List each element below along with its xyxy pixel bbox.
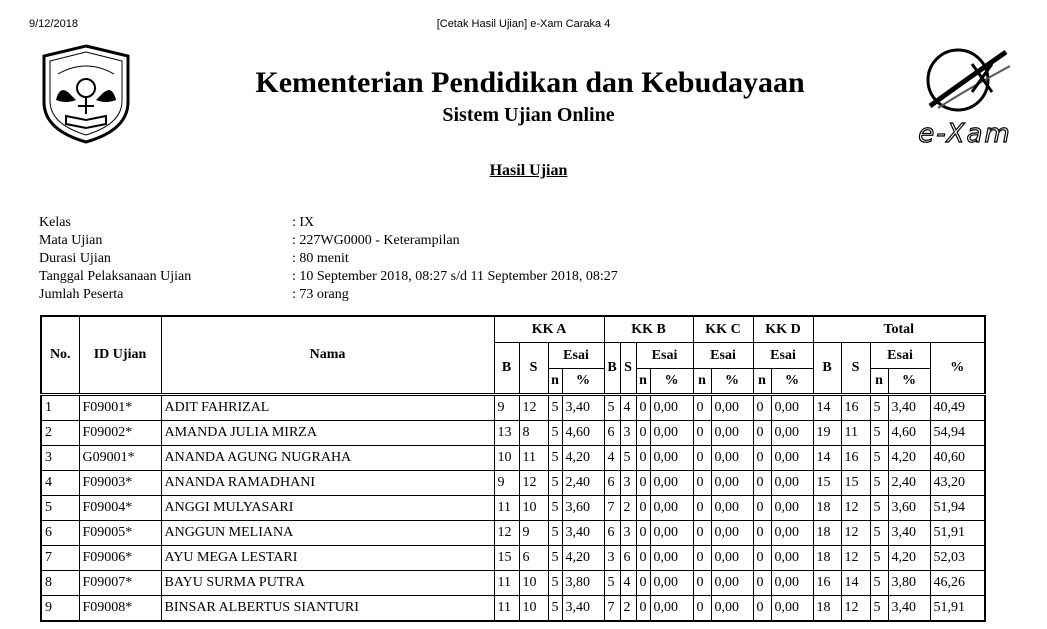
cell-kkb-b: 7	[604, 496, 620, 521]
col-header-kkc-n: n	[693, 369, 711, 395]
cell-kka-pct: 4,20	[562, 446, 604, 471]
col-header-kka-pct: %	[562, 369, 604, 395]
cell-name: ADIT FAHRIZAL	[161, 395, 494, 421]
col-header-name: Nama	[161, 316, 494, 395]
cell-kkc-n: 0	[693, 546, 711, 571]
cell-kka-n: 5	[548, 571, 562, 596]
table-row	[41, 546, 985, 571]
cell-kkb-b: 6	[604, 421, 620, 446]
cell-total-s: 12	[841, 546, 870, 571]
cell-total-esai-pct: 3,80	[888, 571, 930, 596]
col-header-id: ID Ujian	[79, 316, 161, 395]
cell-kka-s: 9	[519, 521, 548, 546]
col-header-kkd-pct: %	[771, 369, 813, 395]
cell-kka-s: 10	[519, 596, 548, 622]
cell-kkb-s: 3	[620, 521, 636, 546]
cell-kkb-n: 0	[636, 446, 650, 471]
cell-kka-b: 11	[494, 496, 519, 521]
cell-kkb-pct: 0,00	[650, 596, 693, 622]
cell-total-n: 5	[870, 446, 888, 471]
cell-kkc-n: 0	[693, 571, 711, 596]
cell-total-n: 5	[870, 596, 888, 622]
cell-kkc-pct: 0,00	[711, 521, 753, 546]
cell-name: ANGGI MULYASARI	[161, 496, 494, 521]
col-header-total-pct: %	[930, 343, 985, 395]
cell-kkb-pct: 0,00	[650, 571, 693, 596]
cell-kka-n: 5	[548, 546, 562, 571]
cell-name: ANANDA AGUNG NUGRAHA	[161, 446, 494, 471]
cell-kkd-n: 0	[753, 596, 771, 622]
cell-kkd-n: 0	[753, 546, 771, 571]
cell-total-n: 5	[870, 546, 888, 571]
cell-kka-s: 8	[519, 421, 548, 446]
cell-kkd-n: 0	[753, 395, 771, 421]
cell-total-n: 5	[870, 521, 888, 546]
cell-kkd-pct: 0,00	[771, 521, 813, 546]
cell-name: AYU MEGA LESTARI	[161, 546, 494, 571]
cell-kkb-n: 0	[636, 546, 650, 571]
info-row-mata-ujian: Mata Ujian : 227WG0000 - Keterampilan	[39, 233, 460, 248]
cell-kkc-pct: 0,00	[711, 395, 753, 421]
cell-kka-s: 6	[519, 546, 548, 571]
table-row	[41, 421, 985, 446]
col-header-kkc-esai: Esai	[693, 343, 753, 369]
cell-total-b: 18	[813, 546, 841, 571]
cell-total-s: 11	[841, 421, 870, 446]
cell-total-esai-pct: 4,20	[888, 546, 930, 571]
cell-no: 7	[41, 546, 79, 571]
col-header-kka-s: S	[519, 343, 548, 395]
cell-kkb-b: 3	[604, 546, 620, 571]
cell-total-esai-pct: 4,60	[888, 421, 930, 446]
cell-total-pct: 51,91	[930, 521, 985, 546]
cell-total-n: 5	[870, 421, 888, 446]
cell-kkb-n: 0	[636, 471, 650, 496]
col-header-kkb: KK B	[604, 316, 693, 343]
cell-kkb-s: 3	[620, 421, 636, 446]
cell-id: F09001*	[79, 395, 161, 421]
col-header-total-b: B	[813, 343, 841, 395]
cell-kka-b: 9	[494, 471, 519, 496]
cell-kkd-pct: 0,00	[771, 571, 813, 596]
cell-name: BAYU SURMA PUTRA	[161, 571, 494, 596]
results-table-body	[41, 395, 985, 622]
cell-total-b: 16	[813, 571, 841, 596]
cell-kkb-n: 0	[636, 421, 650, 446]
cell-kkc-n: 0	[693, 596, 711, 622]
cell-kka-pct: 4,20	[562, 546, 604, 571]
cell-kkb-pct: 0,00	[650, 446, 693, 471]
col-header-kkc-pct: %	[711, 369, 753, 395]
cell-kkc-n: 0	[693, 496, 711, 521]
cell-name: BINSAR ALBERTUS SIANTURI	[161, 596, 494, 622]
cell-kka-n: 5	[548, 395, 562, 421]
cell-total-s: 15	[841, 471, 870, 496]
cell-kkb-n: 0	[636, 521, 650, 546]
col-header-kkb-s: S	[620, 343, 636, 395]
cell-kkb-n: 0	[636, 571, 650, 596]
cell-kka-pct: 2,40	[562, 471, 604, 496]
cell-kkb-n: 0	[636, 395, 650, 421]
cell-kkb-pct: 0,00	[650, 421, 693, 446]
cell-kkc-n: 0	[693, 446, 711, 471]
cell-total-pct: 46,26	[930, 571, 985, 596]
cell-kkc-pct: 0,00	[711, 446, 753, 471]
cell-total-n: 5	[870, 571, 888, 596]
cell-no: 6	[41, 521, 79, 546]
cell-total-esai-pct: 2,40	[888, 471, 930, 496]
results-table	[40, 315, 986, 622]
info-row-kelas: Kelas : IX	[39, 215, 315, 230]
col-header-kkb-b: B	[604, 343, 620, 395]
cell-kka-pct: 3,40	[562, 596, 604, 622]
cell-total-n: 5	[870, 471, 888, 496]
cell-id: F09005*	[79, 521, 161, 546]
cell-total-b: 14	[813, 446, 841, 471]
col-header-kkb-n: n	[636, 369, 650, 395]
cell-kkd-n: 0	[753, 421, 771, 446]
cell-kkb-pct: 0,00	[650, 521, 693, 546]
cell-total-b: 18	[813, 521, 841, 546]
cell-total-esai-pct: 3,60	[888, 496, 930, 521]
cell-total-b: 19	[813, 421, 841, 446]
cell-total-b: 14	[813, 395, 841, 421]
col-header-kkb-esai: Esai	[636, 343, 693, 369]
info-row-tanggal: Tanggal Pelaksanaan Ujian : 10 September 2018, 08:27 s/d 11 September 2018, 08:27	[39, 269, 618, 284]
col-header-no: No.	[41, 316, 79, 395]
cell-total-b: 18	[813, 496, 841, 521]
cell-name: AMANDA JULIA MIRZA	[161, 421, 494, 446]
cell-kkc-n: 0	[693, 521, 711, 546]
cell-total-s: 16	[841, 395, 870, 421]
cell-kkd-pct: 0,00	[771, 546, 813, 571]
cell-kkb-b: 6	[604, 471, 620, 496]
cell-kkd-pct: 0,00	[771, 471, 813, 496]
col-header-total-n: n	[870, 369, 888, 395]
cell-id: F09007*	[79, 571, 161, 596]
cell-kkb-s: 6	[620, 546, 636, 571]
cell-kkb-s: 4	[620, 395, 636, 421]
document-title: Hasil Ujian	[489, 162, 568, 179]
col-header-kkd: KK D	[753, 316, 813, 343]
cell-kkd-n: 0	[753, 446, 771, 471]
cell-kka-n: 5	[548, 421, 562, 446]
col-header-kka-n: n	[548, 369, 562, 395]
table-row	[41, 596, 985, 622]
cell-kkc-pct: 0,00	[711, 571, 753, 596]
cell-kka-b: 13	[494, 421, 519, 446]
cell-kkb-s: 4	[620, 571, 636, 596]
cell-kkb-b: 4	[604, 446, 620, 471]
cell-kka-s: 10	[519, 496, 548, 521]
print-date: 9/12/2018	[29, 18, 78, 30]
cell-kka-pct: 3,60	[562, 496, 604, 521]
cell-no: 2	[41, 421, 79, 446]
cell-kka-b: 11	[494, 571, 519, 596]
cell-kkc-pct: 0,00	[711, 471, 753, 496]
cell-kka-s: 11	[519, 446, 548, 471]
cell-kkd-pct: 0,00	[771, 421, 813, 446]
cell-total-pct: 51,94	[930, 496, 985, 521]
col-header-kkc: KK C	[693, 316, 753, 343]
info-row-jumlah-peserta: Jumlah Peserta : 73 orang	[39, 287, 349, 302]
table-row	[41, 395, 985, 421]
cell-no: 5	[41, 496, 79, 521]
cell-kkc-pct: 0,00	[711, 496, 753, 521]
col-header-total-s: S	[841, 343, 870, 395]
col-header-kkd-esai: Esai	[753, 343, 813, 369]
cell-kkb-pct: 0,00	[650, 471, 693, 496]
cell-kkd-n: 0	[753, 471, 771, 496]
cell-kka-n: 5	[548, 471, 562, 496]
cell-total-s: 14	[841, 571, 870, 596]
cell-no: 4	[41, 471, 79, 496]
cell-id: F09008*	[79, 596, 161, 622]
cell-kka-s: 10	[519, 571, 548, 596]
cell-total-pct: 51,91	[930, 596, 985, 622]
cell-total-pct: 52,03	[930, 546, 985, 571]
col-header-total: Total	[813, 316, 985, 343]
cell-kkb-n: 0	[636, 496, 650, 521]
cell-kkb-b: 7	[604, 596, 620, 622]
cell-kka-s: 12	[519, 395, 548, 421]
cell-total-b: 18	[813, 596, 841, 622]
cell-total-s: 12	[841, 496, 870, 521]
cell-id: F09003*	[79, 471, 161, 496]
cell-kka-pct: 3,40	[562, 395, 604, 421]
cell-total-b: 15	[813, 471, 841, 496]
cell-kkd-pct: 0,00	[771, 446, 813, 471]
cell-kkc-n: 0	[693, 395, 711, 421]
print-page-title: [Cetak Hasil Ujian] e-Xam Caraka 4	[436, 18, 611, 30]
cell-kkd-pct: 0,00	[771, 496, 813, 521]
cell-total-pct: 54,94	[930, 421, 985, 446]
cell-total-s: 16	[841, 446, 870, 471]
cell-kkb-n: 0	[636, 596, 650, 622]
cell-total-s: 12	[841, 596, 870, 622]
cell-kkb-s: 5	[620, 446, 636, 471]
exam-info	[39, 214, 618, 304]
cell-kkc-n: 0	[693, 421, 711, 446]
cell-kkb-b: 6	[604, 521, 620, 546]
cell-kka-n: 5	[548, 596, 562, 622]
table-row	[41, 471, 985, 496]
cell-total-pct: 40,60	[930, 446, 985, 471]
cell-kka-n: 5	[548, 496, 562, 521]
cell-kka-b: 10	[494, 446, 519, 471]
cell-no: 8	[41, 571, 79, 596]
cell-kkb-s: 2	[620, 596, 636, 622]
cell-kka-b: 12	[494, 521, 519, 546]
cell-total-s: 12	[841, 521, 870, 546]
cell-kkd-n: 0	[753, 521, 771, 546]
cell-kka-b: 9	[494, 395, 519, 421]
cell-no: 3	[41, 446, 79, 471]
cell-id: G09001*	[79, 446, 161, 471]
cell-kkb-s: 3	[620, 471, 636, 496]
cell-id: F09004*	[79, 496, 161, 521]
col-header-kkb-pct: %	[650, 369, 693, 395]
cell-kkb-s: 2	[620, 496, 636, 521]
col-header-total-esai-pct: %	[888, 369, 930, 395]
table-row	[41, 571, 985, 596]
cell-total-esai-pct: 3,40	[888, 521, 930, 546]
cell-total-n: 5	[870, 395, 888, 421]
table-row	[41, 496, 985, 521]
cell-no: 9	[41, 596, 79, 622]
cell-kka-b: 11	[494, 596, 519, 622]
cell-kkd-pct: 0,00	[771, 395, 813, 421]
cell-total-pct: 43,20	[930, 471, 985, 496]
cell-kkc-pct: 0,00	[711, 421, 753, 446]
svg-text:e-Xam: e-Xam	[918, 119, 1012, 149]
cell-total-esai-pct: 3,40	[888, 395, 930, 421]
cell-kkc-pct: 0,00	[711, 546, 753, 571]
cell-total-pct: 40,49	[930, 395, 985, 421]
cell-kka-n: 5	[548, 521, 562, 546]
col-header-kka: KK A	[494, 316, 604, 343]
cell-no: 1	[41, 395, 79, 421]
cell-kkc-n: 0	[693, 471, 711, 496]
table-row	[41, 521, 985, 546]
col-header-kka-b: B	[494, 343, 519, 395]
organization-name: Kementerian Pendidikan dan Kebudayaan	[255, 66, 805, 99]
cell-name: ANGGUN MELIANA	[161, 521, 494, 546]
table-row	[41, 446, 985, 471]
cell-total-n: 5	[870, 496, 888, 521]
cell-kkc-pct: 0,00	[711, 596, 753, 622]
cell-id: F09002*	[79, 421, 161, 446]
cell-kkb-b: 5	[604, 395, 620, 421]
col-header-kka-esai: Esai	[548, 343, 604, 369]
col-header-kkd-n: n	[753, 369, 771, 395]
col-header-total-esai: Esai	[870, 343, 930, 369]
system-name: Sistem Ujian Online	[442, 104, 615, 126]
cell-kka-pct: 4,60	[562, 421, 604, 446]
cell-kkb-pct: 0,00	[650, 496, 693, 521]
cell-kkd-pct: 0,00	[771, 596, 813, 622]
cell-kkb-b: 5	[604, 571, 620, 596]
cell-kkb-pct: 0,00	[650, 395, 693, 421]
cell-id: F09006*	[79, 546, 161, 571]
cell-kka-pct: 3,80	[562, 571, 604, 596]
cell-total-esai-pct: 4,20	[888, 446, 930, 471]
cell-kka-s: 12	[519, 471, 548, 496]
cell-name: ANANDA RAMADHANI	[161, 471, 494, 496]
cell-kka-pct: 3,40	[562, 521, 604, 546]
cell-kkd-n: 0	[753, 571, 771, 596]
cell-total-esai-pct: 3,40	[888, 596, 930, 622]
cell-kkd-n: 0	[753, 496, 771, 521]
cell-kkb-pct: 0,00	[650, 546, 693, 571]
cell-kka-b: 15	[494, 546, 519, 571]
info-row-durasi: Durasi Ujian : 80 menit	[39, 251, 349, 266]
cell-kka-n: 5	[548, 446, 562, 471]
